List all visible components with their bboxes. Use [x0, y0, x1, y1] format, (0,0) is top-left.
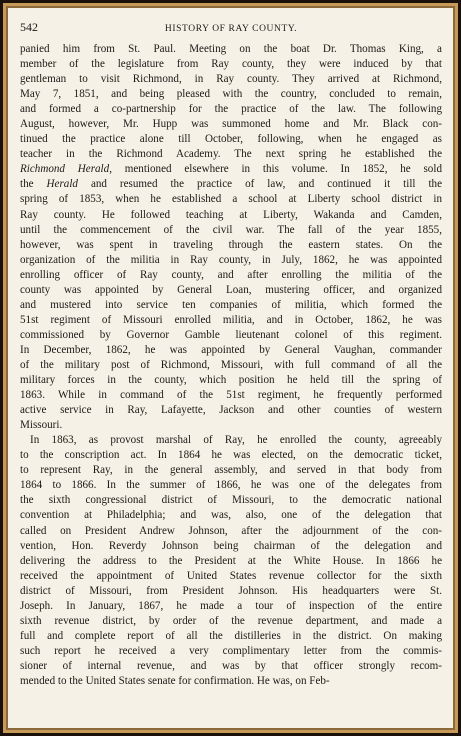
text-line: to represent Ray, in the general assembly, and served in that body from — [20, 464, 442, 477]
text-line: August, however, Mr. Hupp was summoned home and Mr. Black con- — [20, 118, 442, 131]
body-text — [20, 42, 442, 689]
text-line: May 7, 1851, and being pleased with the country, concluded to remain, — [20, 88, 442, 101]
text-line: convention at Philadelphia; and was, also, one of the delegation that — [20, 509, 442, 522]
text-line: vention, Hon. Reverdy Johnson being chairman of the delegation and — [20, 539, 442, 552]
text-line: tinued the practice alone till October, following, when he engaged as — [20, 133, 442, 146]
text-line: commissioned by Governor Gamble lieutenant colonel of this regiment. — [20, 328, 442, 341]
text-line: panied him from St. Paul. Meeting on the boat Dr. Thomas King, a — [20, 43, 442, 55]
text-line: and mustered into service ten companies of militia, which formed the — [20, 298, 442, 311]
running-head: HISTORY OF RAY COUNTY. — [164, 24, 298, 34]
text-line: county was appointed by General Loan, mustering officer, and organized — [20, 283, 442, 296]
text-line: full and complete report of all the distilleries in the district. On making — [20, 629, 442, 642]
text-line: and formed a co-partnership for the practice of the law. The following — [20, 103, 442, 116]
text-line: military forces in the county, which position he held till the spring of — [20, 374, 442, 387]
text-line: 1864 to 1866. In the summer of 1866, he was one of the delegates from — [20, 479, 442, 492]
paper — [6, 6, 455, 730]
text-line: Joseph. In January, 1867, he made a tour of inspection of the entire — [20, 599, 442, 612]
text-line: mended to the United States senate for confirmation. He was, on Feb- — [20, 674, 330, 687]
page-header — [20, 20, 442, 36]
text-line: the Herald and resumed the practice of law, and continued it till the — [20, 178, 442, 191]
text-line: active service in Ray, Lafayette, Jackson and other counties of western — [20, 404, 442, 417]
paragraph — [20, 42, 442, 433]
text-line: the sixth congressional district of Missouri, to the democratic national — [20, 494, 442, 507]
italic-title: Herald — [46, 178, 78, 191]
text-line: Ray county. He followed teaching at Liberty, Wakanda and Camden, — [20, 208, 442, 221]
text-line: member of the legislature from Ray county, they were induced by that — [20, 58, 442, 71]
text-line: In December, 1862, he was appointed by General Vaughan, commander — [20, 343, 442, 356]
text-line: called on President Andrew Johnson, after the adjournment of the con- — [20, 524, 442, 537]
book-page — [20, 20, 442, 689]
text-line: until the commencement of the civil war. The fall of the year 1855, — [20, 223, 442, 236]
text-line: however, was spent in traveling through the eastern states. On the — [20, 238, 442, 251]
text-line: to the conscription act. In 1864 he was elected, on the democratic ticket, — [20, 449, 442, 462]
text-line: sioner of internal revenue, and was by that officer strongly recom- — [20, 659, 442, 672]
italic-title: Richmond Herald — [20, 163, 110, 176]
page-number: 542 — [20, 20, 38, 34]
text-line: gentleman to visit Richmond, in Ray county. They arrived at Richmond, — [20, 73, 442, 86]
text-line: district of Missouri, from President Johnson. His headquarters were St. — [20, 584, 442, 597]
text-line: delivering the address to the President at the White House. In 1866 he — [20, 554, 442, 567]
text-line: 51st regiment of Missouri enrolled militia, and in October, 1862, he was — [20, 313, 442, 326]
text-line: teacher in the Richmond Academy. The next spring he established the — [20, 148, 442, 161]
text-line: sixth revenue district, by order of the revenue department, and made a — [20, 614, 442, 627]
text-line: Missouri. — [20, 419, 63, 432]
text-line: organization of the militia in Ray county, in July, 1862, he was appointed — [20, 253, 442, 266]
text-line: Richmond Herald, mentioned elsewhere in this volume. In 1852, he sold — [20, 163, 442, 176]
text-line: 1863. While in command of the 51st regiment, he frequently performed — [20, 389, 442, 402]
text-line: of the military post of Richmond, Missouri, with full command of all the — [20, 358, 442, 371]
paragraph — [20, 433, 442, 689]
text-line: such report he received a very complimentary letter from the commis- — [20, 644, 442, 657]
text-line: spring of 1853, when he established a school at Liberty school district in — [20, 193, 442, 206]
text-line: In 1863, as provost marshal of Ray, he enrolled the county, agreeably — [30, 434, 442, 447]
text-line: enrolling officer of Ray county, and after enrolling the militia of the — [20, 268, 442, 281]
text-line: received the appointment of United States revenue collector for the sixth — [20, 569, 442, 582]
